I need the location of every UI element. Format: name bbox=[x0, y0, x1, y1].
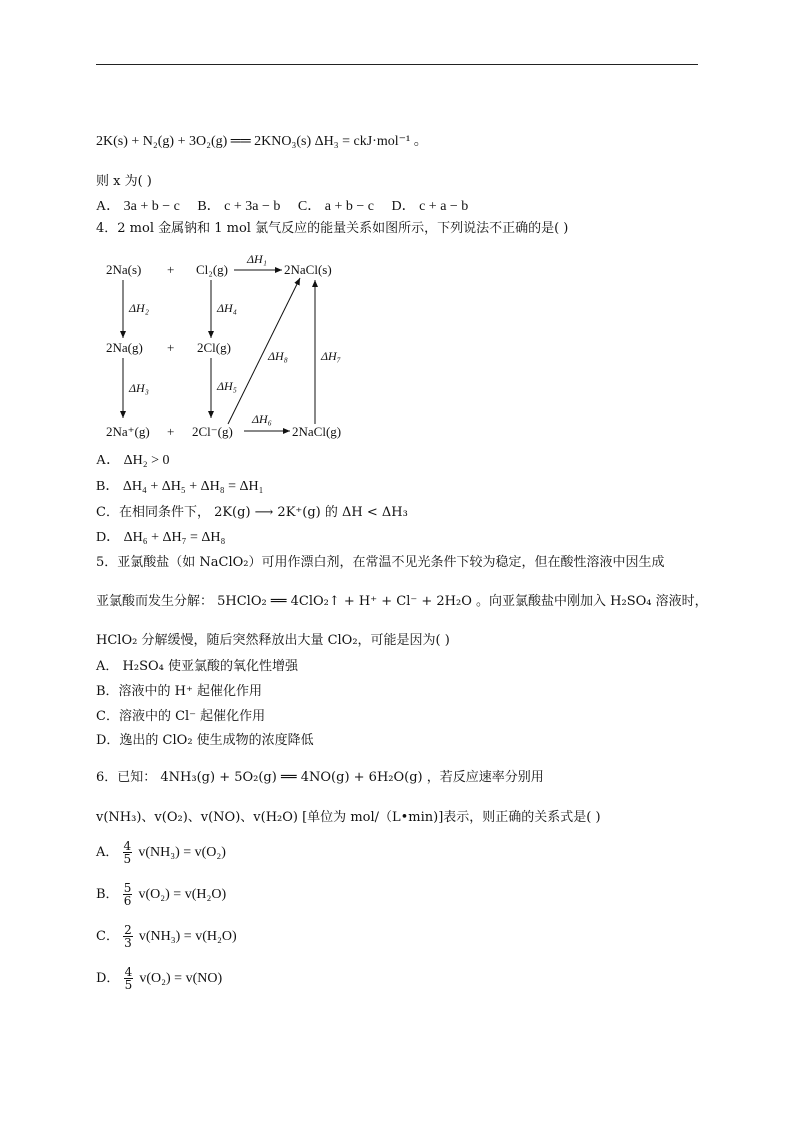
q6-option-a-numerator: 4 bbox=[123, 839, 132, 853]
q6-option-b-fraction bbox=[123, 882, 133, 907]
diagram-cl2-gas: Cl₂(g) bbox=[196, 262, 228, 277]
label-dh2: ΔH₂ bbox=[129, 301, 149, 315]
label-dh3: ΔH₃ bbox=[129, 381, 149, 395]
q6-option-d-numerator: 4 bbox=[124, 965, 133, 979]
q6-option-b-expression: v(O₂) = v(H₂O) bbox=[138, 887, 227, 902]
label-dh4: ΔH₄ bbox=[217, 301, 237, 315]
diagram-na-ion: 2Na⁺(g) bbox=[106, 424, 150, 439]
q6-option-d-expression: v(O₂) = v(NO) bbox=[139, 971, 223, 986]
diagram-nacl-solid: 2NaCl(s) bbox=[284, 262, 332, 277]
label-dh1: ΔH₁ bbox=[247, 252, 267, 266]
q3-option-a[interactable]: A． 3a + b − c bbox=[96, 199, 180, 214]
diagram-cl-ion: 2Cl⁻(g) bbox=[192, 424, 233, 439]
q4-option-c[interactable]: C．在相同条件下， 2K(g) ⟶ 2K⁺(g) 的 ΔH < ΔH₃ bbox=[96, 505, 408, 520]
q5-option-a[interactable]: A． H₂SO₄ 使亚氯酸的氧化性增强 bbox=[96, 659, 298, 674]
q4-stem: 4．2 mol 金属钠和 1 mol 氯气反应的能量关系如图所示，下列说法不正确的是( ) bbox=[96, 221, 569, 236]
q6-option-a[interactable] bbox=[96, 840, 226, 865]
q5-option-b[interactable]: B．溶液中的 H⁺ 起催化作用 bbox=[96, 684, 263, 699]
q5-option-d[interactable]: D．逸出的 ClO₂ 使生成物的浓度降低 bbox=[96, 733, 314, 748]
diagram-na-solid: 2Na(s) bbox=[106, 262, 142, 277]
q6-option-a-letter: A． bbox=[96, 845, 119, 860]
q6-option-d-letter: D． bbox=[96, 971, 120, 986]
label-dh6: ΔH₆ bbox=[252, 412, 272, 426]
q6-option-a-expression: v(NH₃) = v(O₂) bbox=[138, 845, 226, 860]
q6-option-d-denominator: 5 bbox=[124, 978, 133, 992]
q5-stem-line-3: HClO₂ 分解缓慢，随后突然释放出大量 ClO₂，可能是因为( ) bbox=[96, 633, 450, 648]
q5-stem-line-1: 5．亚氯酸盐（如 NaClO₂）可用作漂白剂，在常温不见光条件下较为稳定，但在酸性溶液中因生成 bbox=[96, 555, 665, 570]
diagram-plus-2: + bbox=[167, 340, 175, 355]
label-dh8: ΔH₈ bbox=[268, 349, 288, 363]
q6-option-b-numerator: 5 bbox=[123, 881, 132, 895]
q3-option-c[interactable]: C． a + b − c bbox=[297, 199, 374, 214]
q6-option-c[interactable] bbox=[96, 924, 237, 949]
q6-option-b-letter: B． bbox=[96, 887, 119, 902]
diagram-cl-gas: 2Cl(g) bbox=[197, 340, 231, 355]
born-haber-diagram bbox=[96, 248, 366, 444]
reaction-equation: 2K(s) + N₂(g) + 3O₂(g) ══ 2KNO₃(s) ΔH₃ = ckJ·mol⁻¹ 。 bbox=[96, 134, 428, 149]
q6-option-a-denominator: 5 bbox=[123, 852, 132, 866]
arrow-dh8 bbox=[228, 278, 300, 424]
q6-option-d-fraction bbox=[124, 966, 134, 991]
q6-option-c-denominator: 3 bbox=[124, 936, 132, 950]
q6-stem-line-2: v(NH₃)、v(O₂)、v(NO)、v(H₂O) [单位为 mol/（L•min)]表示，则正确的关系式是( ) bbox=[96, 810, 601, 825]
q6-option-c-letter: C． bbox=[96, 929, 119, 944]
q3-option-d[interactable]: D． c + a − b bbox=[391, 199, 469, 214]
q6-option-c-expression: v(NH₃) = v(H₂O) bbox=[138, 929, 237, 944]
q3-options bbox=[96, 198, 468, 216]
diagram-plus-3: + bbox=[167, 424, 175, 439]
q6-option-b-denominator: 6 bbox=[123, 894, 132, 908]
header-rule bbox=[96, 64, 698, 65]
q6-option-c-fraction bbox=[123, 924, 133, 949]
diagram-plus-1: + bbox=[167, 262, 175, 277]
q5-option-c[interactable]: C．溶液中的 Cl⁻ 起催化作用 bbox=[96, 709, 266, 724]
q6-option-b[interactable] bbox=[96, 882, 226, 907]
label-dh5: ΔH₅ bbox=[217, 379, 237, 393]
q4-option-b[interactable]: B． ΔH₄ + ΔH₅ + ΔH₈ = ΔH₁ bbox=[96, 479, 264, 494]
q6-option-c-numerator: 2 bbox=[124, 923, 132, 937]
q3-stem: 则 x 为( ) bbox=[96, 174, 152, 189]
q6-option-d[interactable] bbox=[96, 966, 222, 991]
q5-stem-line-2: 亚氯酸而发生分解： 5HClO₂ ══ 4ClO₂↑ + H⁺ + Cl⁻ + 2H₂O 。向亚氯酸盐中刚加入 H₂SO₄ 溶液时， bbox=[96, 594, 708, 609]
q3-option-b[interactable]: B． c + 3a − b bbox=[197, 199, 281, 214]
q6-stem-line-1: 6．已知： 4NH₃(g) + 5O₂(g) ══ 4NO(g) + 6H₂O(g) ，若反应速率分别用 bbox=[96, 770, 544, 785]
diagram-na-gas: 2Na(g) bbox=[106, 340, 143, 355]
q4-option-a[interactable]: A． ΔH₂ > 0 bbox=[96, 453, 170, 468]
q6-option-a-fraction bbox=[123, 840, 133, 865]
diagram-nacl-gas: 2NaCl(g) bbox=[292, 424, 342, 439]
label-dh7: ΔH₇ bbox=[321, 349, 341, 363]
q4-option-d[interactable]: D． ΔH₆ + ΔH₇ = ΔH₈ bbox=[96, 530, 226, 545]
